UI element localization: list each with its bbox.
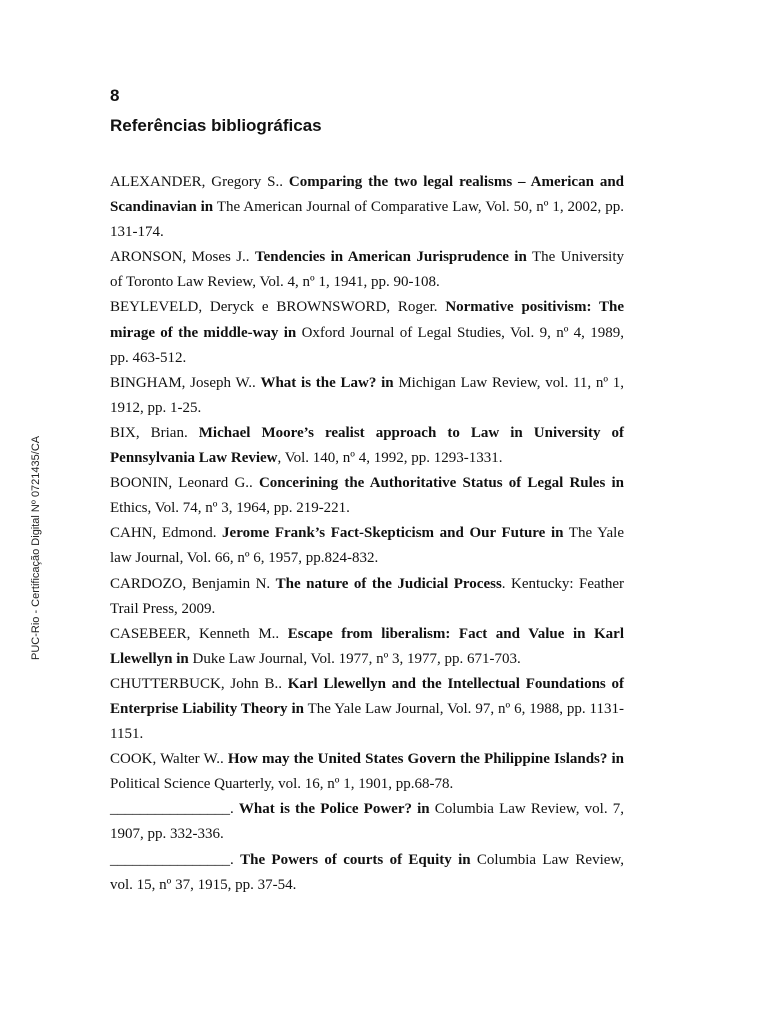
reference-entry	[110, 521, 624, 571]
reference-list	[110, 170, 624, 898]
reference-entry	[110, 622, 624, 672]
reference-source: . Kentucky: Feather Trail Press, 2009.	[110, 575, 624, 617]
reference-title: Michael Moore’s realist approach to Law in University of Pennsylvania Law Review	[110, 424, 624, 467]
reference-author: CHUTTERBUCK, John B..	[110, 675, 288, 692]
reference-author: ________________.	[110, 801, 239, 818]
reference-title: Concerining the Authoritative Status of Legal Rules in	[258, 475, 624, 492]
reference-source: Columbia Law Review, vol. 7, 1907, pp. 332-336.	[110, 801, 624, 843]
reference-source: Michigan Law Review, vol. 11, nº 1, 1912, pp. 1-25.	[110, 374, 625, 416]
reference-author: ARONSON, Moses J..	[110, 249, 255, 266]
reference-entry	[110, 295, 624, 370]
certification-side-note: PUC-Rio - Certificação Digital Nº 0721435/CA	[30, 435, 42, 660]
reference-title: The nature of the Judicial Process	[275, 575, 502, 592]
reference-source: The University of Toronto Law Review, Vol. 4, nº 1, 1941, pp. 90-108.	[110, 249, 624, 291]
reference-source: Oxford Journal of Legal Studies, Vol. 9, nº 4, 1989, pp. 463-512.	[110, 324, 624, 366]
reference-author: COOK, Walter W..	[110, 751, 228, 768]
reference-entry	[110, 421, 624, 471]
reference-title: Normative positivism: The mirage of the middle-way in	[110, 299, 624, 341]
reference-author: CASEBEER, Kenneth M..	[110, 625, 288, 642]
reference-title: Comparing the two legal realisms – American and Scandinavian in	[110, 174, 624, 216]
reference-entry	[110, 672, 624, 747]
reference-source: The Yale law Journal, Vol. 66, nº 6, 1957, pp.824-832.	[110, 525, 624, 567]
reference-entry	[110, 848, 624, 898]
reference-entry	[110, 572, 624, 622]
reference-entry	[110, 747, 624, 797]
reference-author: BEYLEVELD, Deryck e BROWNSWORD, Roger.	[110, 299, 446, 316]
reference-source: Duke Law Journal, Vol. 1977, nº 3, 1977, pp. 671-703.	[188, 650, 521, 667]
reference-source: Political Science Quarterly, vol. 16, nº 1, 1901, pp.68-78.	[110, 776, 454, 793]
reference-source: Columbia Law Review, vol. 15, nº 37, 1915, pp. 37-54.	[110, 851, 625, 893]
reference-entry	[110, 471, 624, 521]
reference-title: Escape from liberalism: Fact and Value in Karl Llewellyn in	[110, 625, 624, 667]
reference-author: ALEXANDER, Gregory S..	[110, 174, 289, 190]
reference-source: The Yale Law Journal, Vol. 97, nº 6, 1988, pp. 1131-1151.	[110, 700, 624, 743]
reference-author: BOONIN, Leonard G..	[110, 475, 259, 492]
chapter-number: 8	[110, 86, 120, 105]
reference-title: Tendencies in American Jurisprudence in	[254, 249, 527, 266]
reference-author: ________________.	[110, 851, 241, 868]
reference-author: CAHN, Edmond.	[110, 525, 223, 542]
reference-author: BIX, Brian.	[110, 424, 199, 441]
reference-source: Ethics, Vol. 74, nº 3, 1964, pp. 219-221.	[110, 500, 350, 517]
reference-title: How may the United States Govern the Philippine Islands? in	[227, 751, 624, 768]
reference-source: , Vol. 140, nº 4, 1992, pp. 1293-1331.	[277, 450, 503, 467]
reference-entry	[110, 797, 624, 847]
reference-title: Karl Llewellyn and the Intellectual Foundations of Enterprise Liability Theory in	[110, 675, 625, 717]
reference-entry	[110, 371, 624, 421]
reference-author: CARDOZO, Benjamin N.	[110, 575, 276, 592]
reference-source: The American Journal of Comparative Law, Vol. 50, nº 1, 2002, pp. 131-174.	[110, 199, 624, 241]
reference-title: The Powers of courts of Equity in	[240, 851, 471, 868]
reference-title: What is the Law? in	[260, 374, 394, 391]
chapter-title: Referências bibliográficas	[110, 116, 322, 135]
reference-author: BINGHAM, Joseph W..	[110, 374, 261, 391]
reference-entry	[110, 245, 624, 295]
reference-title: Jerome Frank’s Fact-Skepticism and Our Future in	[222, 525, 564, 542]
reference-entry	[110, 170, 624, 245]
reference-title: What is the Police Power? in	[238, 801, 430, 818]
